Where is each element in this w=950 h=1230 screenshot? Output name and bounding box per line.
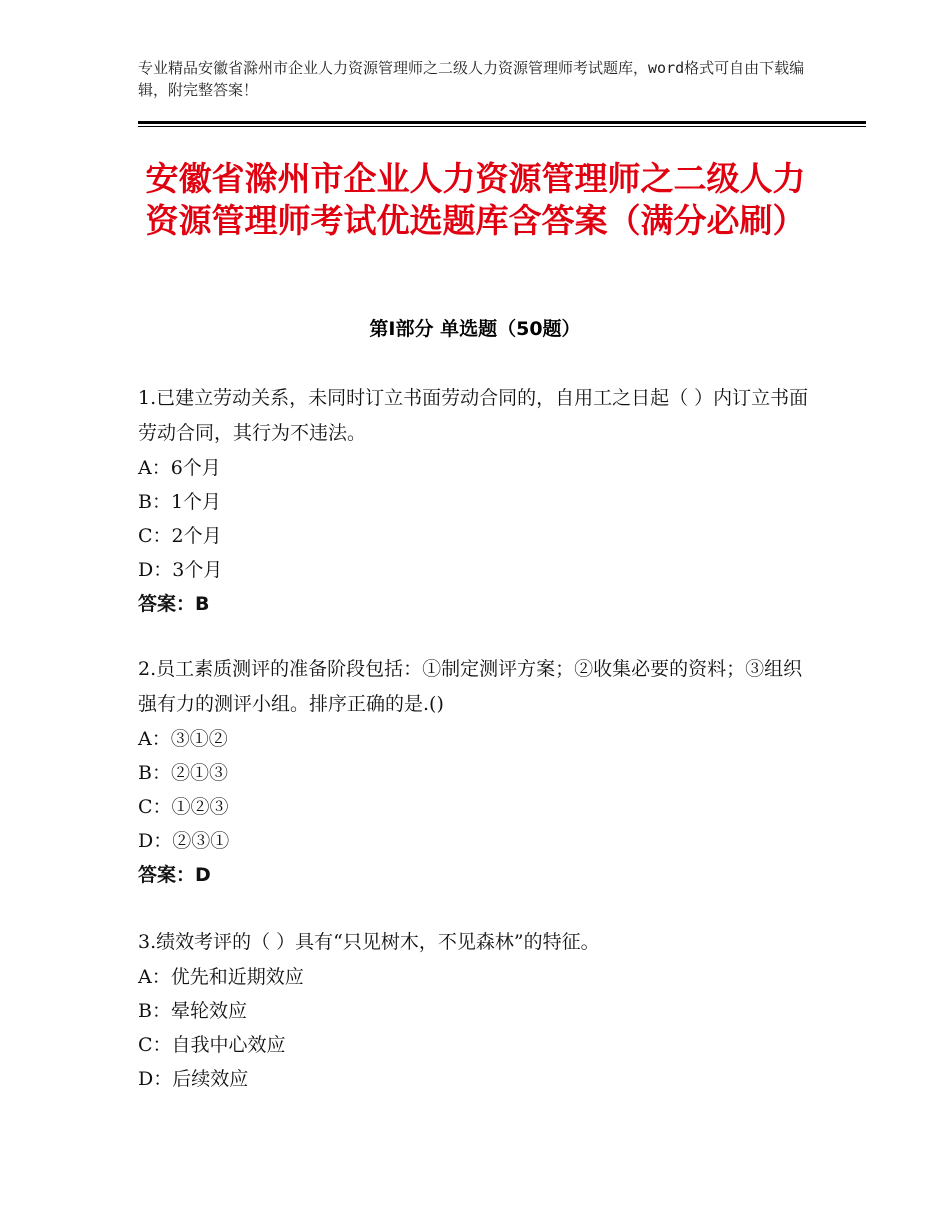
option-b: B：1个月 xyxy=(138,491,222,513)
answer: 答案：B xyxy=(138,593,210,615)
header-note: 专业精品安徽省滁州市企业人力资源管理师之二级人力资源管理师考试题库，word格式可自由下载编辑，附完整答案！ xyxy=(138,59,805,99)
option-c: C：①②③ xyxy=(138,796,229,818)
question-stem: 1.已建立劳动关系，未同时订立书面劳动合同的，自用工之日起（ ）内订立书面劳动合同，其行为不违法。 xyxy=(138,387,809,444)
question-2 xyxy=(138,652,818,892)
option-d: D：后续效应 xyxy=(138,1068,249,1090)
option-b: B：晕轮效应 xyxy=(138,1000,247,1022)
document-title: 安徽省滁州市企业人力资源管理师之二级人力资源管理师考试优选题库含答案（满分必刷） xyxy=(145,159,806,240)
answer: 答案：D xyxy=(138,864,211,886)
question-1 xyxy=(138,381,818,621)
option-a: A：③①② xyxy=(138,728,228,750)
question-stem: 2.员工素质测评的准备阶段包括：①制定测评方案；②收集必要的资料；③组织强有力的测评小组。排序正确的是.() xyxy=(138,658,803,715)
question-stem: 3.绩效考评的（ ）具有“只见树木，不见森林”的特征。 xyxy=(138,931,600,953)
header-rule-thin xyxy=(138,126,866,127)
section-title: 第Ⅰ部分 单选题（50题） xyxy=(369,318,581,340)
question-3 xyxy=(138,925,818,1096)
option-d: D：②③① xyxy=(138,830,230,852)
option-c: C：自我中心效应 xyxy=(138,1034,286,1056)
option-a: A：优先和近期效应 xyxy=(138,966,304,988)
option-a: A：6个月 xyxy=(138,457,221,479)
option-c: C：2个月 xyxy=(138,525,222,547)
option-b: B：②①③ xyxy=(138,762,228,784)
option-d: D：3个月 xyxy=(138,559,223,581)
header-rule-thick xyxy=(138,121,866,124)
